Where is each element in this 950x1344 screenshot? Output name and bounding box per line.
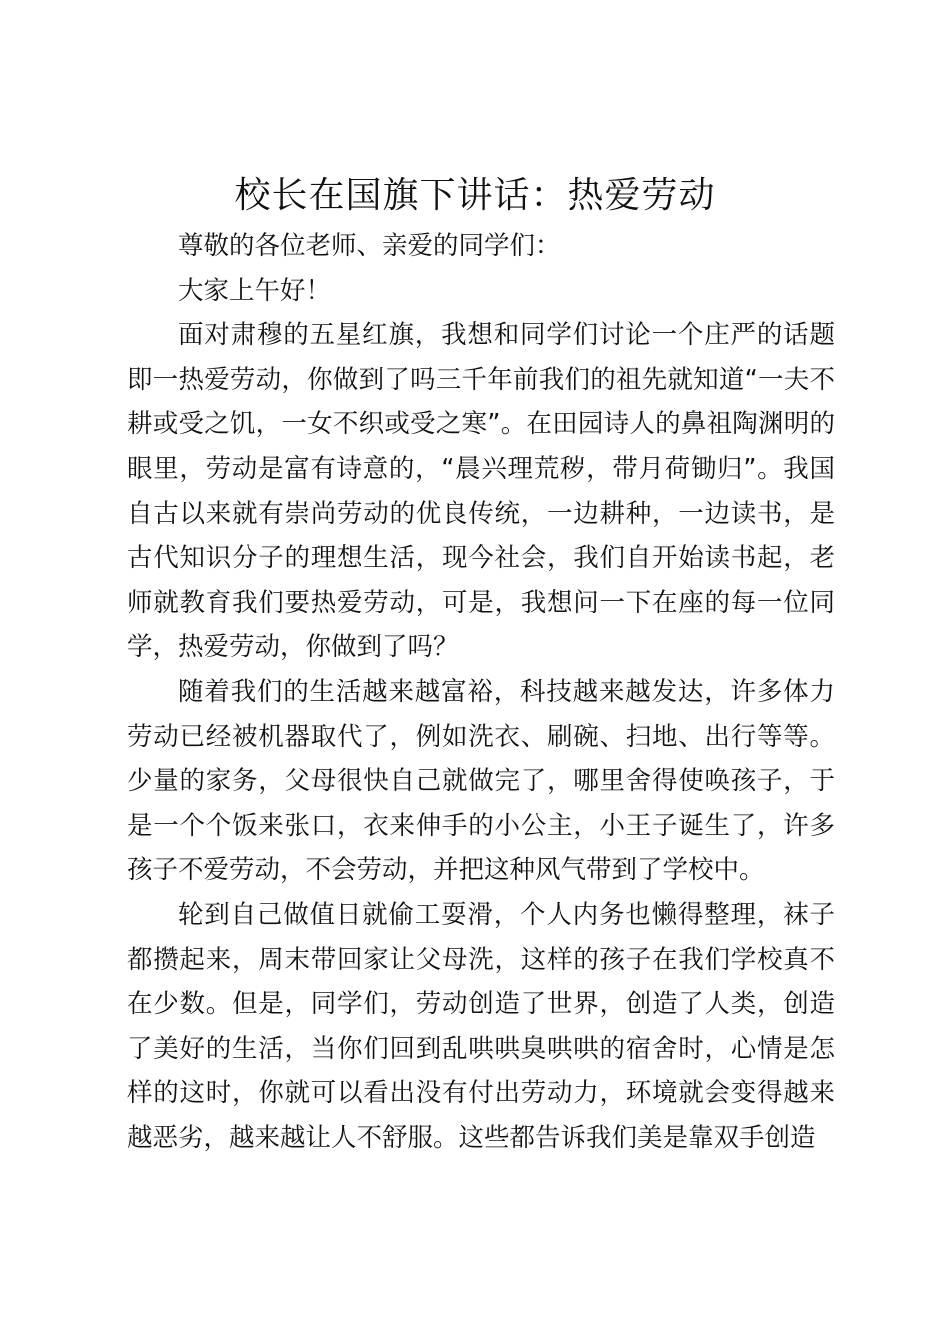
document-title: 校长在国旗下讲话：热爱劳动 bbox=[234, 175, 716, 216]
paragraph: 面对肃穆的五星红旗，我想和同学们讨论一个庄严的话题即一热爱劳动，你做到了吗三千年前我们的祖先就知道“一夫不耕或受之饥，一女不织或受之寒”。在田园诗人的鼻祖陶渊明的眼里，劳动是富有诗意的，“晨兴理荒秽，带月荷锄归”。我国自古以来就有崇尚劳动的优良传统，一边耕种，一边读书，是古代知识分子的理想生活，现今社会，我们自开始读书起，老师就教育我们要热爱劳动，可是，我想问一下在座的每一位同学，热爱劳动，你做到了吗？ bbox=[127, 320, 835, 663]
paragraph: 随着我们的生活越来越富裕，科技越来越发达，许多体力劳动已经被机器取代了，例如洗衣、刷碗、扫地、出行等等。少量的家务，父母很快自己就做完了，哪里舍得使唤孩子，于是一个个饭来张口，衣来伸手的小公主，小王子诞生了，许多孩子不爱劳动，不会劳动，并把这种风气带到了学校中。 bbox=[127, 676, 835, 886]
document-body bbox=[127, 224, 835, 1160]
salutation: 尊敬的各位老师、亲爱的同学们： bbox=[178, 231, 561, 261]
greeting: 大家上午好！ bbox=[178, 275, 332, 306]
paragraph: 轮到自己做值日就偷工耍滑，个人内务也懒得整理，袜子都攒起来，周末带回家让父母洗，这样的孩子在我们学校真不在少数。但是，同学们，劳动创造了世界，创造了人类，创造了美好的生活，当你们回到乱哄哄臭哄哄的宿舍时，心情是怎样的这时，你就可以看出没有付出劳动力，环境就会变得越来越恶劣，越来越让人不舒服。这些都告诉我们美是靠双手创造 bbox=[127, 899, 835, 1153]
